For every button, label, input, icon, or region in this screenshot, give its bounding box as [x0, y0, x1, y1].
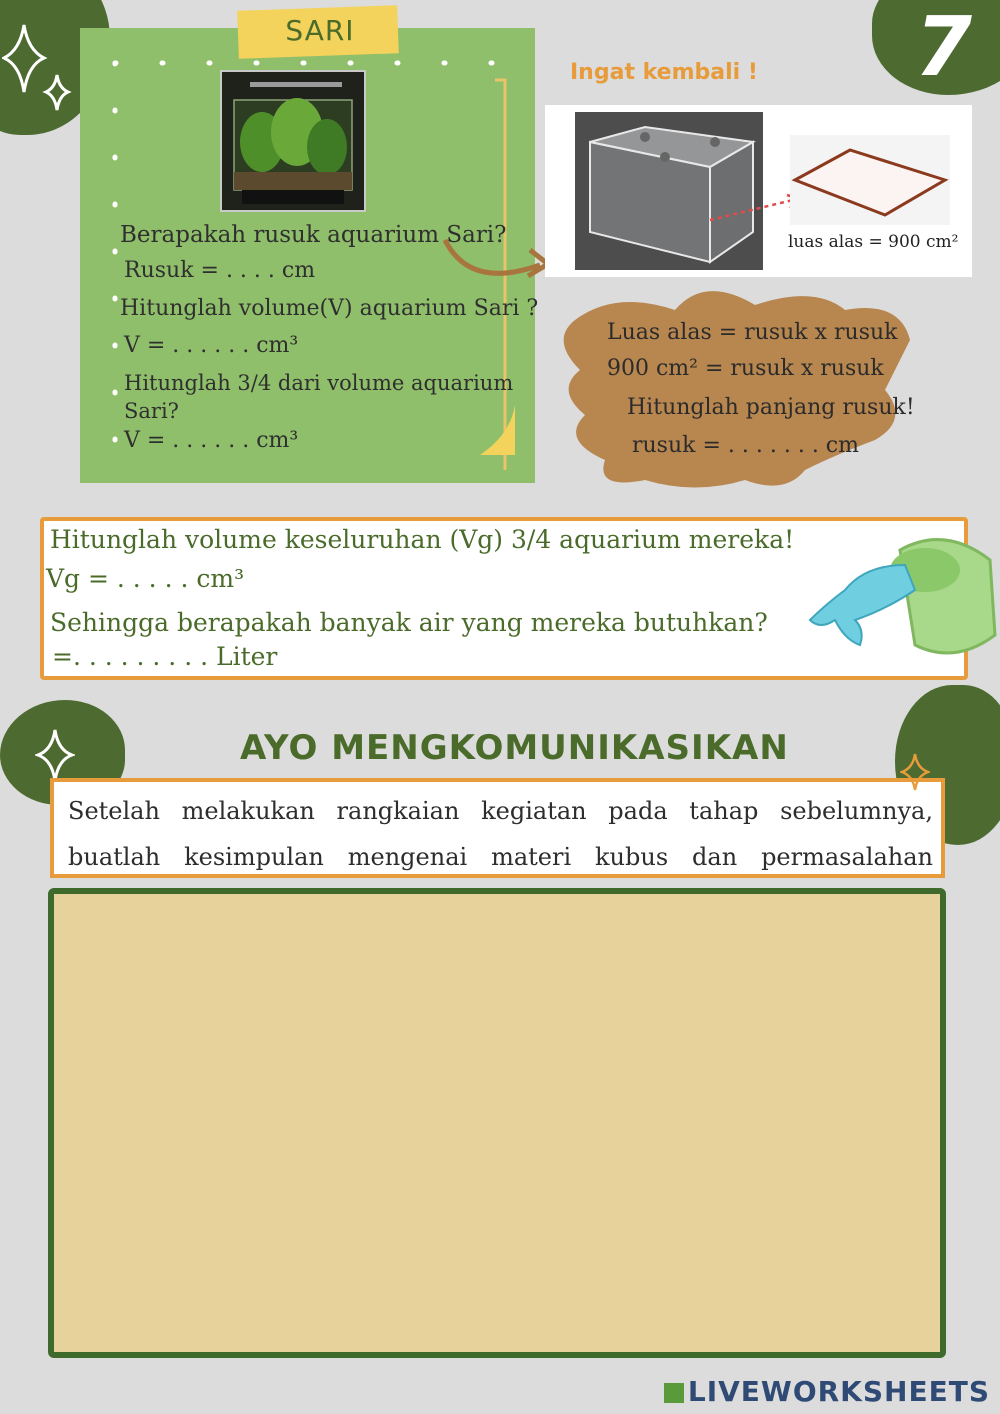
recall-title: Ingat kembali !	[570, 60, 758, 85]
question-volume: Hitunglah volume(V) aquarium Sari ?	[120, 296, 539, 321]
aquarium-image	[220, 70, 366, 212]
page-number: 7	[915, 0, 973, 95]
brand-text: LIVEWORKSHEETS	[687, 1375, 990, 1408]
answer-volume: V = . . . . . . cm³	[124, 333, 299, 358]
section-title: AYO MENGKOMUNIKASIKAN	[240, 728, 789, 768]
question-total-volume: Hitunglah volume keseluruhan (Vg) 3/4 aquarium mereka!	[50, 525, 795, 554]
base-area-label: luas alas = 900 cm²	[788, 232, 959, 252]
answer-three-quarter: V = . . . . . . cm³	[124, 428, 299, 453]
formula-base-area: Luas alas = rusuk x rusuk	[607, 320, 898, 345]
sparkle-icon	[2, 20, 77, 115]
square-base-icon	[790, 135, 950, 225]
bucket-pouring-water-icon	[805, 525, 1000, 665]
question-edge-length: Hitunglah panjang rusuk!	[627, 395, 915, 420]
conclusion-answer-area[interactable]	[48, 888, 946, 1358]
question-water-needed: Sehingga berapakah banyak air yang mereka butuhkan?	[50, 608, 768, 637]
formula-substitution: 900 cm² = rusuk x rusuk	[607, 356, 884, 381]
question-three-quarter-cont: Sari?	[124, 399, 179, 423]
answer-total-volume: Vg = . . . . . cm³	[46, 564, 245, 593]
answer-edge-length: rusuk = . . . . . . . cm	[632, 433, 859, 458]
sparkle-icon	[35, 728, 75, 783]
logo-icon	[664, 1383, 684, 1403]
curved-arrow-icon	[440, 220, 560, 290]
footer-brand	[664, 1375, 990, 1408]
answer-edge: Rusuk = . . . . cm	[124, 258, 316, 283]
question-three-quarter: Hitunglah 3/4 dari volume aquarium	[124, 371, 514, 395]
sari-title: SARI	[285, 14, 355, 47]
instruction-text: Setelah melakukan rangkaian kegiatan pada tahap sebelumnya, buatlah kesimpulan mengenai materi kubus dan permasalahan	[68, 797, 933, 871]
question-edge: Berapakah rusuk aquarium Sari?	[120, 222, 507, 248]
answer-water-liters: =. . . . . . . . . Liter	[52, 642, 278, 671]
sparkle-icon	[900, 752, 930, 792]
brown-splash	[555, 280, 915, 495]
